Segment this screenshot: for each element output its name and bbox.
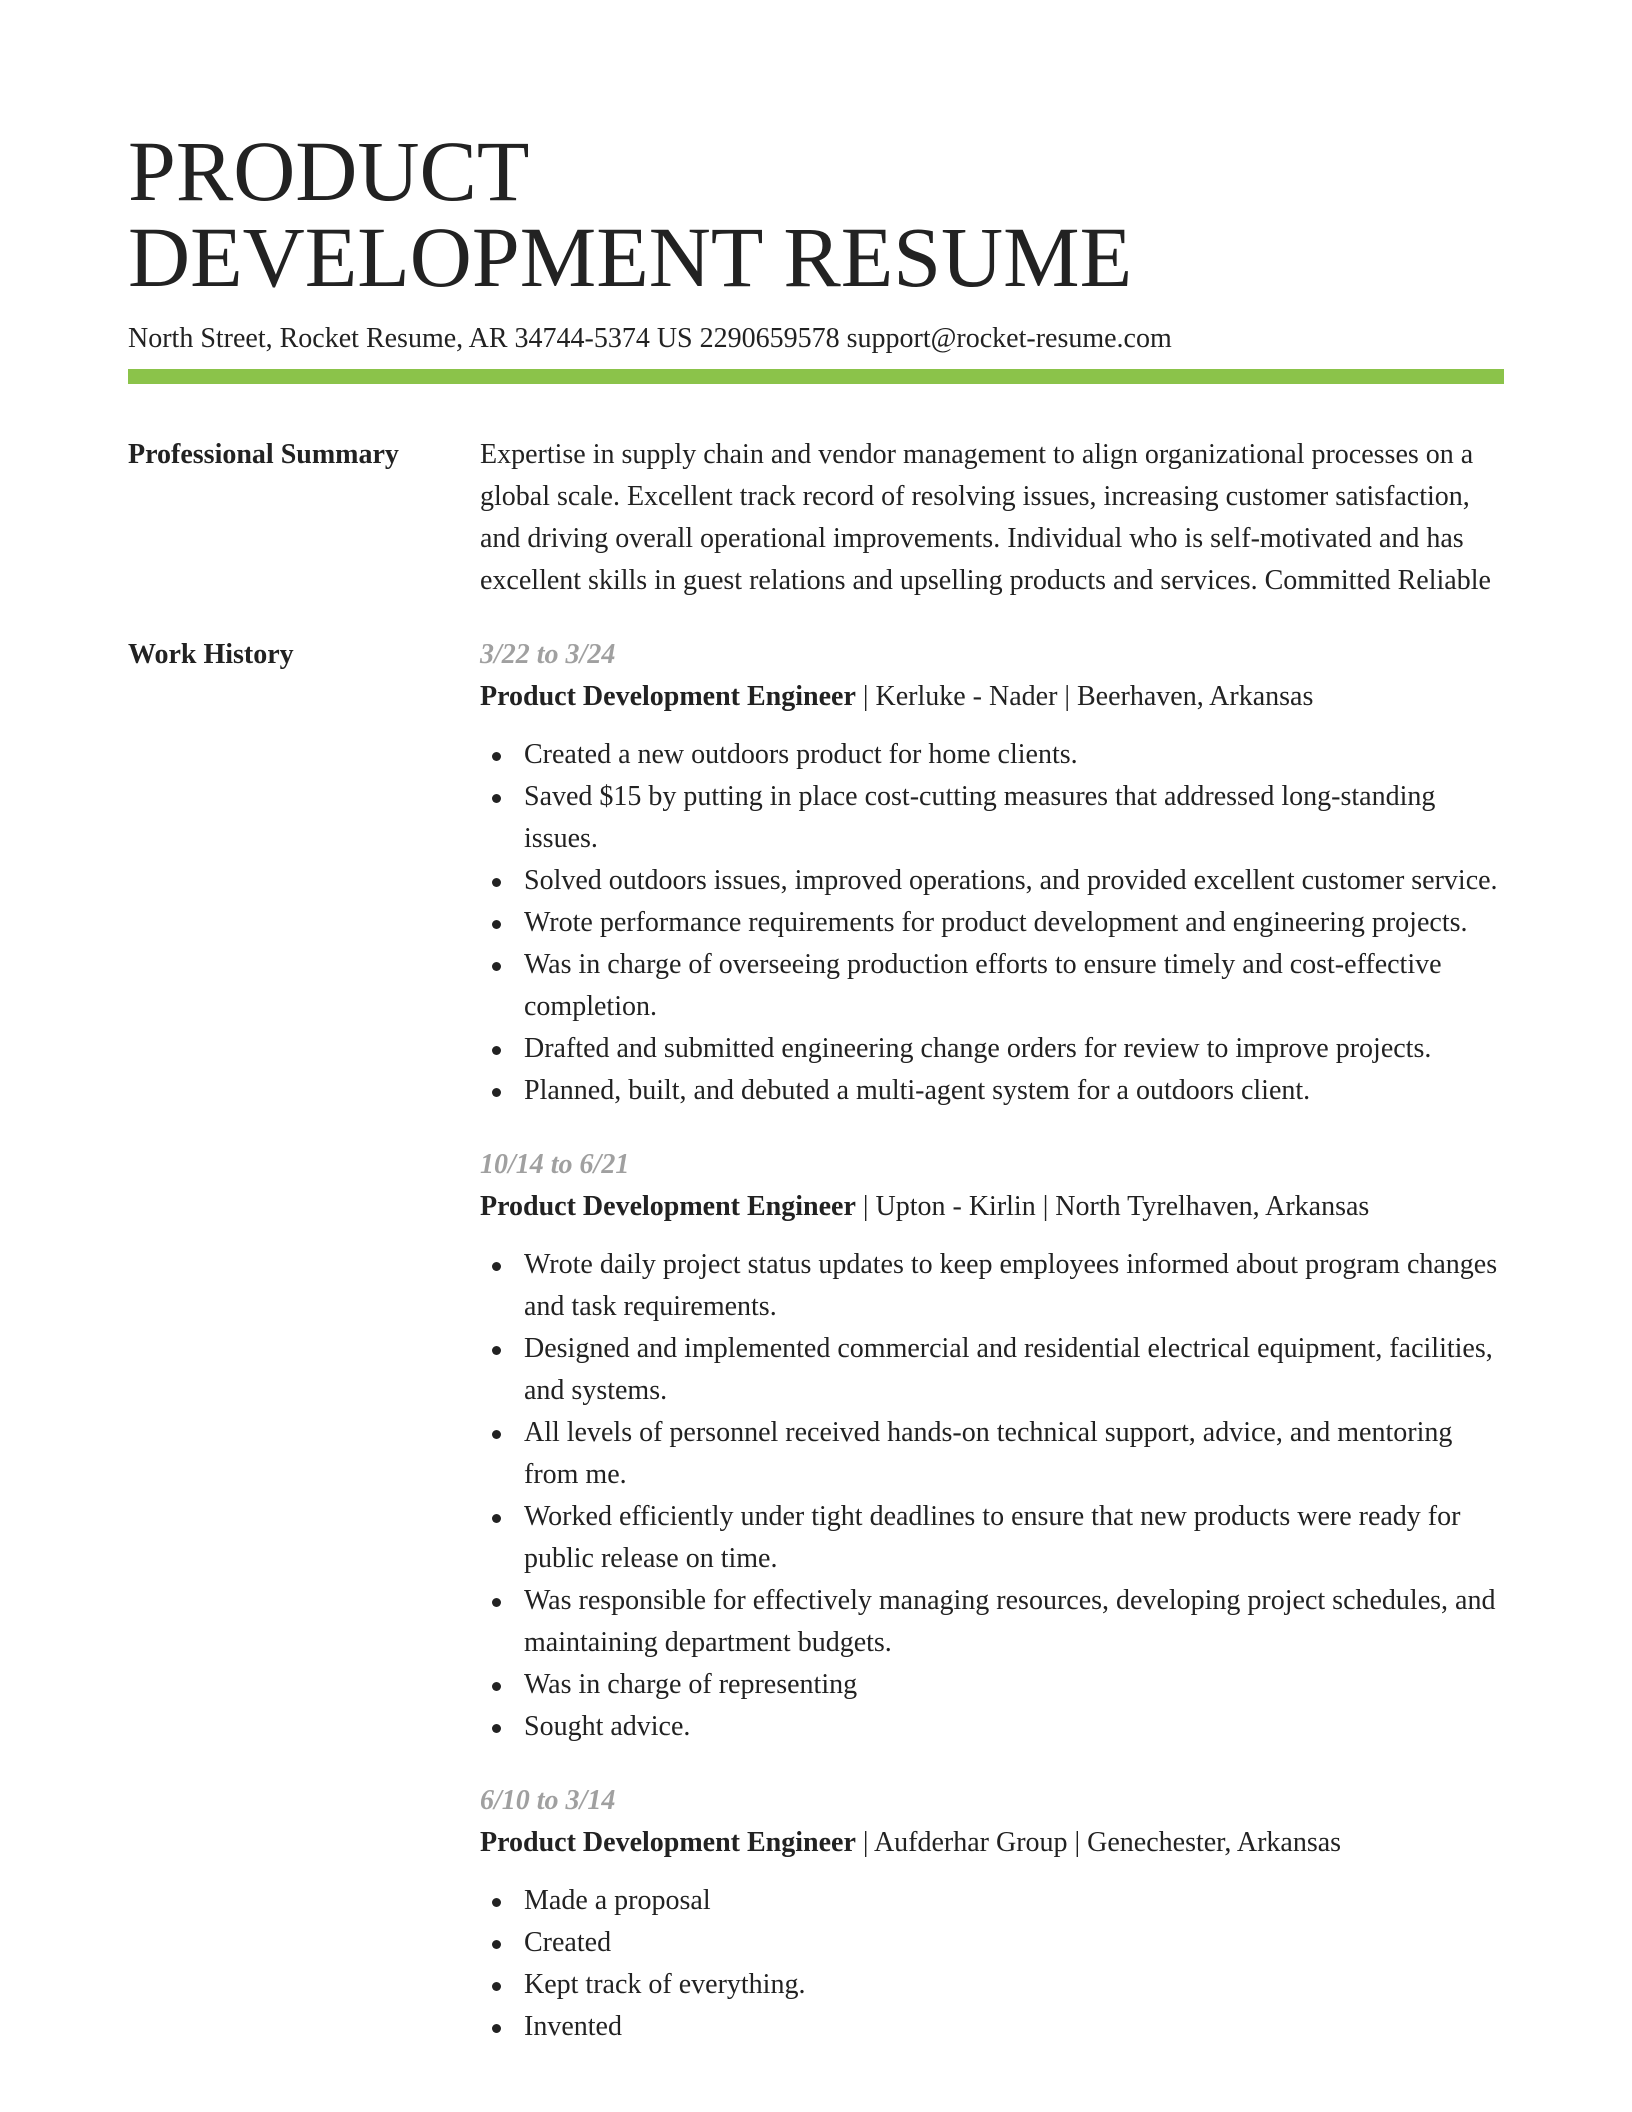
job-details: | Aufderhar Group | Genechester, Arkansas: [855, 1827, 1342, 1858]
list-item: Saved $15 by putting in place cost-cutting measures that addressed long-standing issues.: [524, 776, 1504, 860]
list-item: Wrote daily project status updates to keep employees informed about program changes and task requirements.: [524, 1244, 1504, 1328]
list-item: Was in charge of representing: [524, 1664, 1504, 1706]
resume-page: [128, 0, 1504, 2080]
summary-text: Expertise in supply chain and vendor management to align organizational processes on a global scale. Excellent track record of resolving issues, increasing customer satisfaction, and driving overall operational improvements. Individual who is self-motivated and has excellent skills in guest relations and upselling products and services. Committed Reliable: [480, 439, 1491, 596]
job-entry: [480, 634, 1504, 1112]
list-item: Planned, built, and debuted a multi-agent system for a outdoors client.: [524, 1070, 1504, 1112]
job-entry: [480, 1144, 1504, 1748]
work-history-list: [480, 634, 1504, 2080]
job-role: Product Development Engineer: [480, 681, 856, 712]
list-item: Was in charge of overseeing production efforts to ensure timely and cost-effective completion.: [524, 944, 1504, 1028]
job-details: | Upton - Kirlin | North Tyrelhaven, Arkansas: [855, 1191, 1370, 1222]
resume-title: [128, 0, 1504, 305]
job-role: Product Development Engineer: [480, 1827, 856, 1858]
list-item: Created: [524, 1922, 1504, 1964]
list-item: Invented: [524, 2006, 1504, 2048]
job-bullets: [480, 1880, 1504, 2048]
job-heading: [480, 676, 1504, 718]
job-details: | Kerluke - Nader | Beerhaven, Arkansas: [855, 681, 1314, 712]
work-history-section: [128, 634, 1504, 2080]
professional-summary-section: [128, 434, 1504, 602]
list-item: Made a proposal: [524, 1880, 1504, 1922]
list-item: Solved outdoors issues, improved operations, and provided excellent customer service.: [524, 860, 1504, 902]
resume-title-line1: PRODUCT: [128, 123, 530, 219]
job-bullets: [480, 1244, 1504, 1748]
job-dates: 10/14 to 6/21: [480, 1149, 630, 1180]
section-label-work-history: Work History: [128, 639, 294, 670]
list-item: Sought advice.: [524, 1706, 1504, 1748]
list-item: Was responsible for effectively managing resources, developing project schedules, and maintaining department budgets.: [524, 1580, 1504, 1664]
list-item: Wrote performance requirements for product development and engineering projects.: [524, 902, 1504, 944]
job-bullets: [480, 734, 1504, 1112]
list-item: Worked efficiently under tight deadlines to ensure that new products were ready for public release on time.: [524, 1496, 1504, 1580]
list-item: Kept track of everything.: [524, 1964, 1504, 2006]
resume-title-line2: DEVELOPMENT RESUME: [128, 209, 1133, 305]
job-role: Product Development Engineer: [480, 1191, 856, 1222]
list-item: All levels of personnel received hands-on technical support, advice, and mentoring from me.: [524, 1412, 1504, 1496]
list-item: Drafted and submitted engineering change orders for review to improve projects.: [524, 1028, 1504, 1070]
job-dates: 6/10 to 3/14: [480, 1785, 616, 1816]
job-heading: [480, 1186, 1504, 1228]
section-label-summary: Professional Summary: [128, 439, 399, 470]
job-heading: [480, 1822, 1504, 1864]
job-entry: [480, 1780, 1504, 2048]
list-item: Designed and implemented commercial and residential electrical equipment, facilities, and systems.: [524, 1328, 1504, 1412]
list-item: Created a new outdoors product for home clients.: [524, 734, 1504, 776]
job-dates: 3/22 to 3/24: [480, 639, 616, 670]
accent-divider: [128, 369, 1504, 384]
contact-info: North Street, Rocket Resume, AR 34744-5374 US 2290659578 support@rocket-resume.com: [128, 323, 1172, 354]
